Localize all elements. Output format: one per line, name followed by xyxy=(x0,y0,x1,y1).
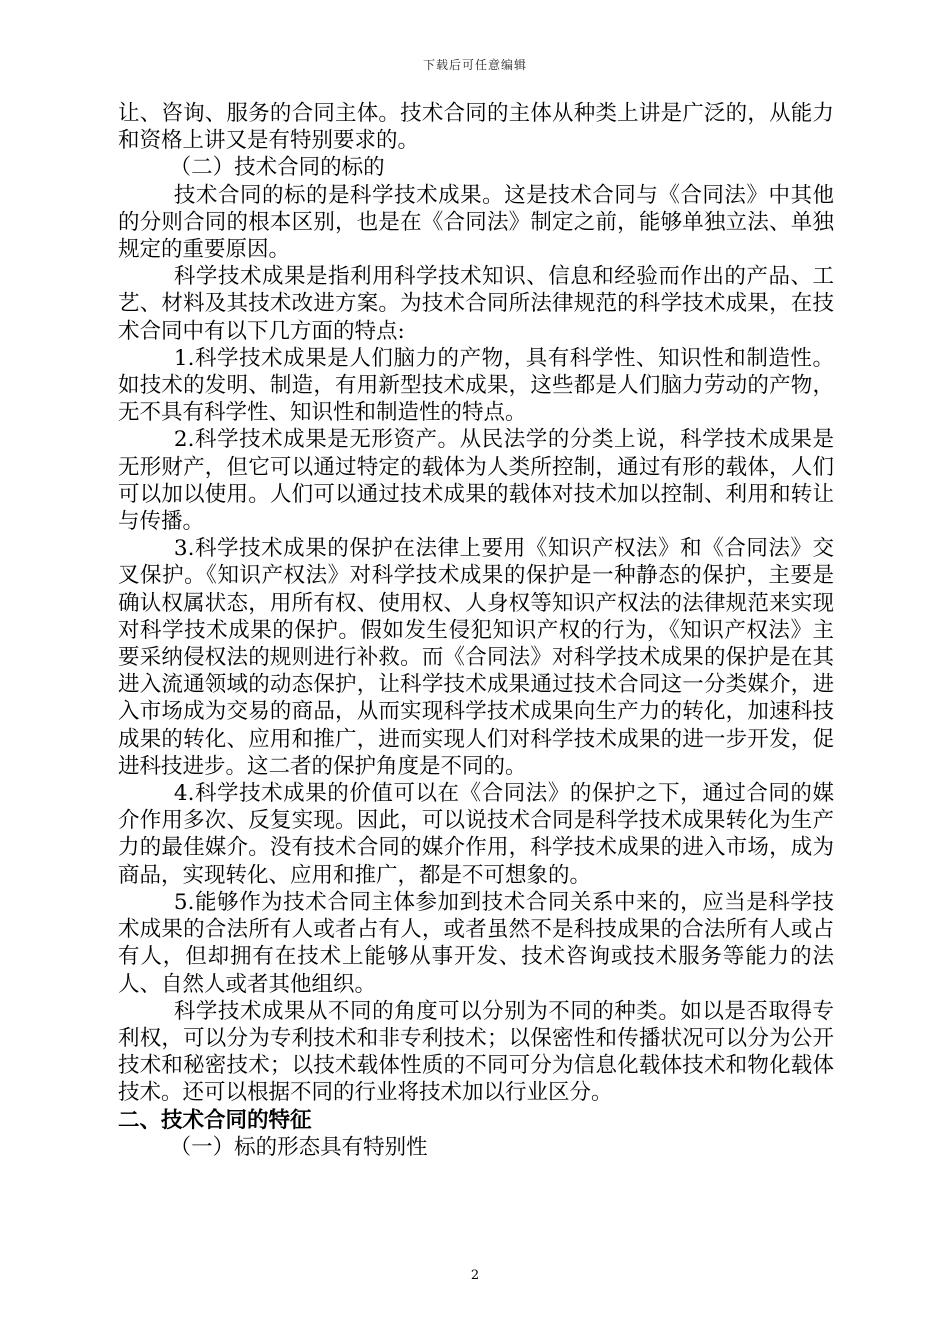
list-item-4: 4.科学技术成果的价值可以在《合同法》的保护之下，通过合同的媒介作用多次、反复实现。因此，可以说技术合同是科学技术成果转化为生产力的最佳媒介。没有技术合同的媒介作用，科学技术成果的进入市场，成为商品，实现转化、应用和推广，都是不可想象的。 xyxy=(118,781,834,888)
paragraph-classification: 科学技术成果从不同的角度可以分别为不同的种类。如以是否取得专利权，可以分为专利技术和非专利技术；以保密性和传播状况可以分为公开技术和秘密技术；以技术载体性质的不同可分为信息化载体技术和物化载体技术。还可以根据不同的行业将技术加以行业区分。 xyxy=(118,998,834,1106)
page-number: 2 xyxy=(470,1268,480,1283)
section-heading: 二、技术合同的特征 xyxy=(118,1107,312,1133)
list-item-5: 5.能够作为技术合同主体参加到技术合同关系中来的，应当是科学技术成果的合法所有人或者占有人，或者虽然不是科技成果的合法所有人或占有人，但却拥有在技术上能够从事开发、技术咨询或技术服务等能力的法人、自然人或者其他组织。 xyxy=(118,889,834,997)
page-header: 下载后可任意编辑 xyxy=(422,58,527,72)
subheading-2: （二）技术合同的标的 xyxy=(169,155,385,181)
list-item-3: 3.科学技术成果的保护在法律上要用《知识产权法》和《合同法》交叉保护。《知识产权法》对科学技术成果的保护是一种静态的保护，主要是确认权属状态，用所有权、使用权、人身权等知识产权法的法律规范来实现对科学技术成果的保护。假如发生侵犯知识产权的行为，《知识产权法》主要采纳侵权法的规则进行补救。而《合同法》对科学技术成果的保护是在其进入流通领域的动态保护，让科学技术成果通过技术合同这一分类媒介，进入市场成为交易的商品，从而实现科学技术成果向生产力的转化，加速科技成果的转化、应用和推广，进而实现人们对科学技术成果的进一步开发，促进科技进步。这二者的保护角度是不同的。 xyxy=(118,536,834,779)
paragraph-continuation: 让、咨询、服务的合同主体。技术合同的主体从种类上讲是广泛的，从能力和资格上讲又是有特别要求的。 xyxy=(118,101,834,154)
document-body xyxy=(118,100,834,1161)
paragraph-definition: 科学技术成果是指利用科学技术知识、信息和经验而作出的产品、工艺、材料及其技术改进方案。为技术合同所法律规范的科学技术成果，在技术合同中有以下几方面的特点: xyxy=(118,264,834,344)
paragraph-subject: 技术合同的标的是科学技术成果。这是技术合同与《合同法》中其他的分则合同的根本区别，也是在《合同法》制定之前，能够单独立法、单独规定的重要原因。 xyxy=(118,182,834,263)
subheading-1: （一）标的形态具有特别性 xyxy=(169,1134,428,1160)
list-item-2: 2.科学技术成果是无形资产。从民法学的分类上说，科学技术成果是无形财产，但它可以通过特定的载体为人类所控制，通过有形的载体，人们可以加以使用。人们可以通过技术成果的载体对技术加以控制、利用和转让与传播。 xyxy=(118,427,834,535)
list-item-1: 1.科学技术成果是人们脑力的产物，具有科学性、知识性和制造性。如技术的发明、制造，有用新型技术成果，这些都是人们脑力劳动的产物，无不具有科学性、知识性和制造性的特点。 xyxy=(118,345,834,426)
